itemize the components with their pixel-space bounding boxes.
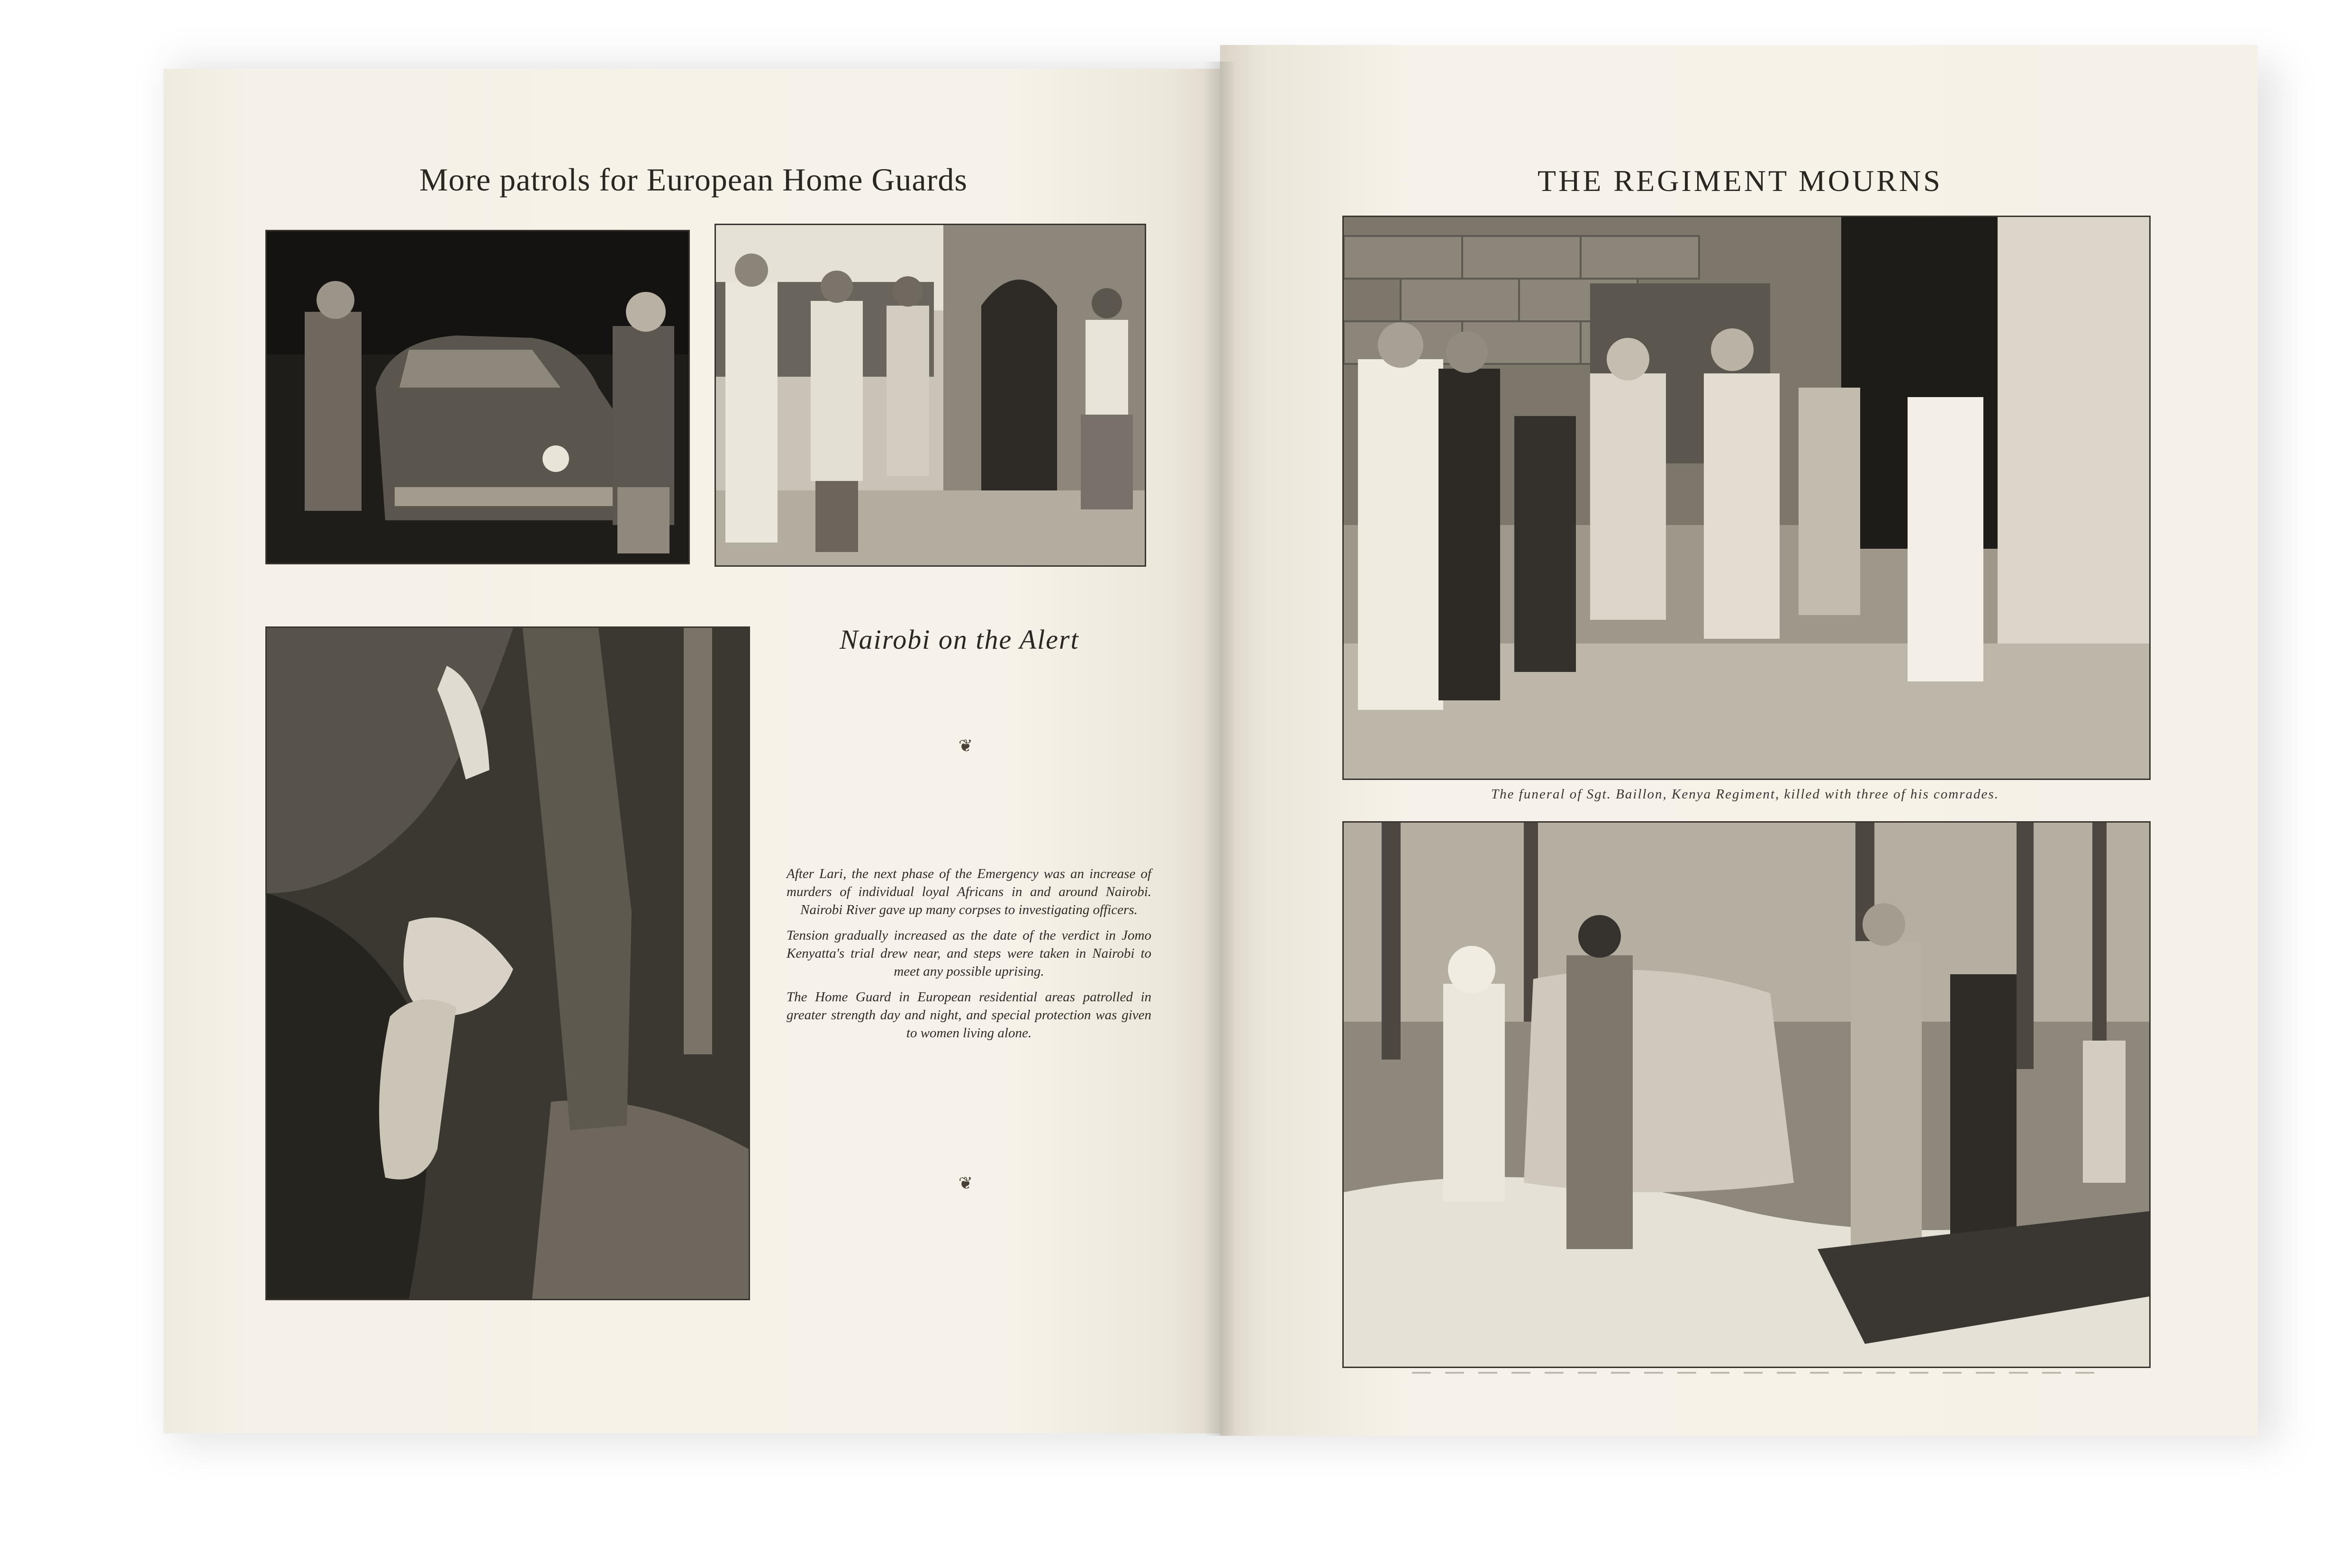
article-body <box>787 865 1151 1050</box>
right-page-title: THE REGIMENT MOURNS <box>1538 164 1943 198</box>
photo-funeral-procession <box>1342 216 2151 780</box>
left-page-subtitle: Nairobi on the Alert <box>840 624 1079 655</box>
fleuron-ornament-bottom: ❦ <box>958 1174 973 1193</box>
photo-night-patrol-car <box>265 230 690 564</box>
bottom-print-rule <box>1412 1372 2099 1374</box>
funeral-photo-caption: The funeral of Sgt. Baillon, Kenya Regiment, killed with three of his comrades. <box>1491 787 1999 802</box>
photo-graveside-salute <box>1342 821 2151 1368</box>
fleuron-ornament-top: ❦ <box>958 736 973 756</box>
book-gutter <box>1203 62 1237 1436</box>
article-paragraph: After Lari, the next phase of the Emergency was an increase of murders of individual loyal Africans in and around Nairobi. Nairobi River gave up many corpses to investigating officers. <box>787 866 1151 917</box>
article-paragraph: The Home Guard in European residential areas patrolled in greater strength day and night, and special protection was given to women living alone. <box>787 989 1151 1041</box>
left-page-title: More patrols for European Home Guards <box>419 162 968 198</box>
photo-nairobi-river <box>265 626 750 1300</box>
photo-house-visit <box>715 224 1146 567</box>
article-paragraph: Tension gradually increased as the date of the verdict in Jomo Kenyatta's trial drew near, and steps were taken in Nairobi to meet any possible uprising. <box>787 928 1151 979</box>
